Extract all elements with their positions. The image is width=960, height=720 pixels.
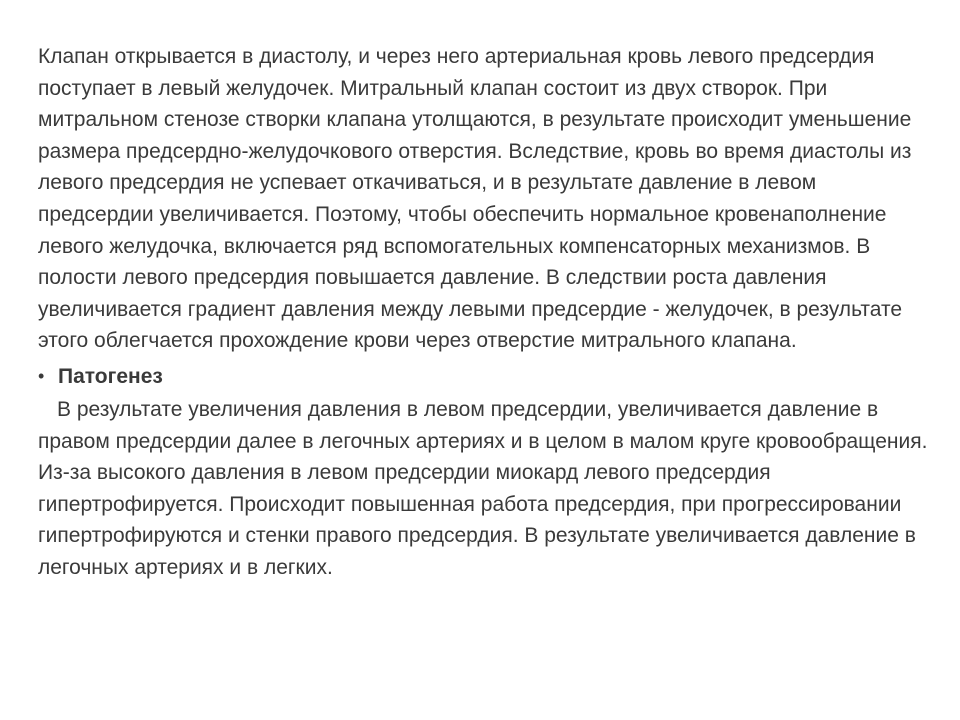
pathogenesis-paragraph: В результате увеличения давления в левом предсердии, увеличивается давление в правом предсердии далее в легочных артериях и в целом в малом круге кровообращения. Из-за высокого давления в левом предсердии миокард левого предсердия гипертрофируется. Происходит повышенная работа предсердия, при прогрессировании гипертрофируются и стенки правого предсердия. В результате увеличивается давление в легочных артериях и в легких. [38, 397, 928, 579]
bullet-dot-icon: • [38, 365, 45, 386]
section-heading: Патогенез [58, 364, 163, 388]
bullet-item-pathogenesis [38, 361, 928, 392]
intro-paragraph: Клапан открывается в диастолу, и через него артериальная кровь левого предсердия поступает в левый желудочек. Митральный клапан состоит из двух створок. При митральном стенозе створки клапана утолщаются, в результате происходит уменьшение размера предсердно-желудочкового отверстия. Вследствие, кровь во время диастолы из левого предсердия не успевает откачиваться, и в результате давление в левом предсердии увеличивается. Поэтому, чтобы обеспечить нормальное кровенаполнение левого желудочка, включается ряд вспомогательных компенсаторных механизмов. В полости левого предсердия повышается давление. В следствии роста давления увеличивается градиент давления между левыми предсердие - желудочек, в результате этого облегчается прохождение крови через отверстие митрального клапана. [38, 45, 912, 353]
slide-content [38, 41, 928, 584]
